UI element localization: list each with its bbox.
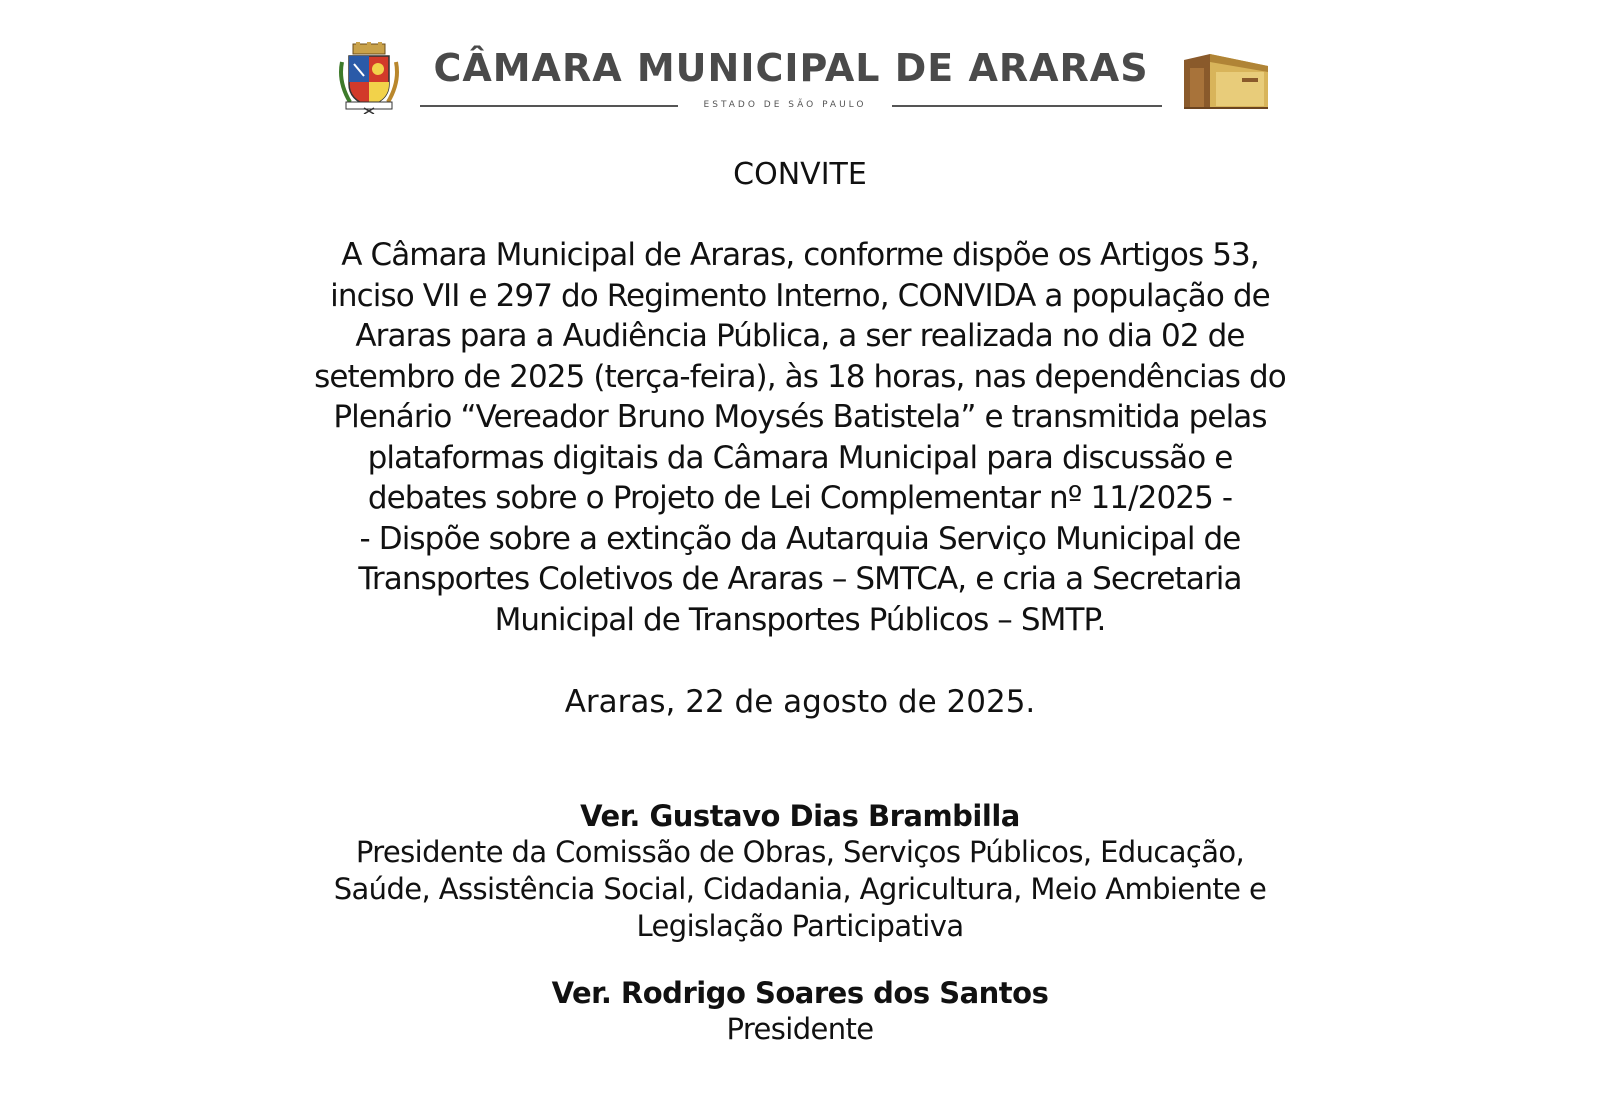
signatory-name: Ver. Gustavo Dias Brambilla (580, 799, 1020, 833)
signatory-role-line: Presidente da Comissão de Obras, Serviços Públicos, Educação, (355, 835, 1245, 869)
title-block (420, 40, 1162, 120)
subtitle-line (420, 100, 1162, 112)
signatory-role-line: Saúde, Assistência Social, Cidadania, Agricultura, Meio Ambiente e (333, 872, 1267, 906)
signatory-name: Ver. Rodrigo Soares dos Santos (551, 976, 1049, 1010)
signature-block (280, 798, 1320, 945)
body-line: Plenário “Vereador Bruno Moysés Batistela” e transmitida pelas (333, 399, 1267, 435)
body-line: Transportes Coletivos de Araras – SMTCA, e cria a Secretaria (358, 561, 1242, 597)
body-line: - Dispõe sobre a extinção da Autarquia Serviço Municipal de (359, 520, 1241, 557)
state-subtitle: ESTADO DE SÃO PAULO (703, 100, 867, 110)
body-line: setembro de 2025 (terça-feira), às 18 horas, nas dependências do (314, 358, 1286, 395)
divider-right (892, 105, 1162, 107)
document-content (280, 155, 1320, 1048)
document-title: CONVITE (733, 157, 867, 192)
body-line: Municipal de Transportes Públicos – SMTP. (494, 601, 1106, 638)
signatory-role-line: Presidente (726, 1012, 874, 1046)
institution-title: CÂMARA MUNICIPAL DE ARARAS (433, 46, 1149, 90)
body-line: Araras para a Audiência Pública, a ser realizada no dia 02 de (355, 318, 1245, 354)
invitation-body (280, 235, 1320, 640)
body-line: A Câmara Municipal de Araras, conforme dispõe os Artigos 53, (341, 237, 1259, 273)
date-line: Araras, 22 de agosto de 2025. (564, 684, 1036, 720)
divider-left (420, 105, 678, 107)
coat-of-arms-icon (336, 42, 402, 114)
signatory-role-line: Legislação Participativa (636, 909, 964, 943)
signature-block (280, 975, 1320, 1048)
letterhead (0, 40, 1600, 120)
body-line: debates sobre o Projeto de Lei Complementar nº 11/2025 - (367, 480, 1233, 516)
body-line: inciso VII e 297 do Regimento Interno, CONVIDA a população de (330, 277, 1270, 314)
building-logo-icon (1180, 52, 1272, 110)
body-line: plataformas digitais da Câmara Municipal para discussão e (367, 439, 1233, 476)
